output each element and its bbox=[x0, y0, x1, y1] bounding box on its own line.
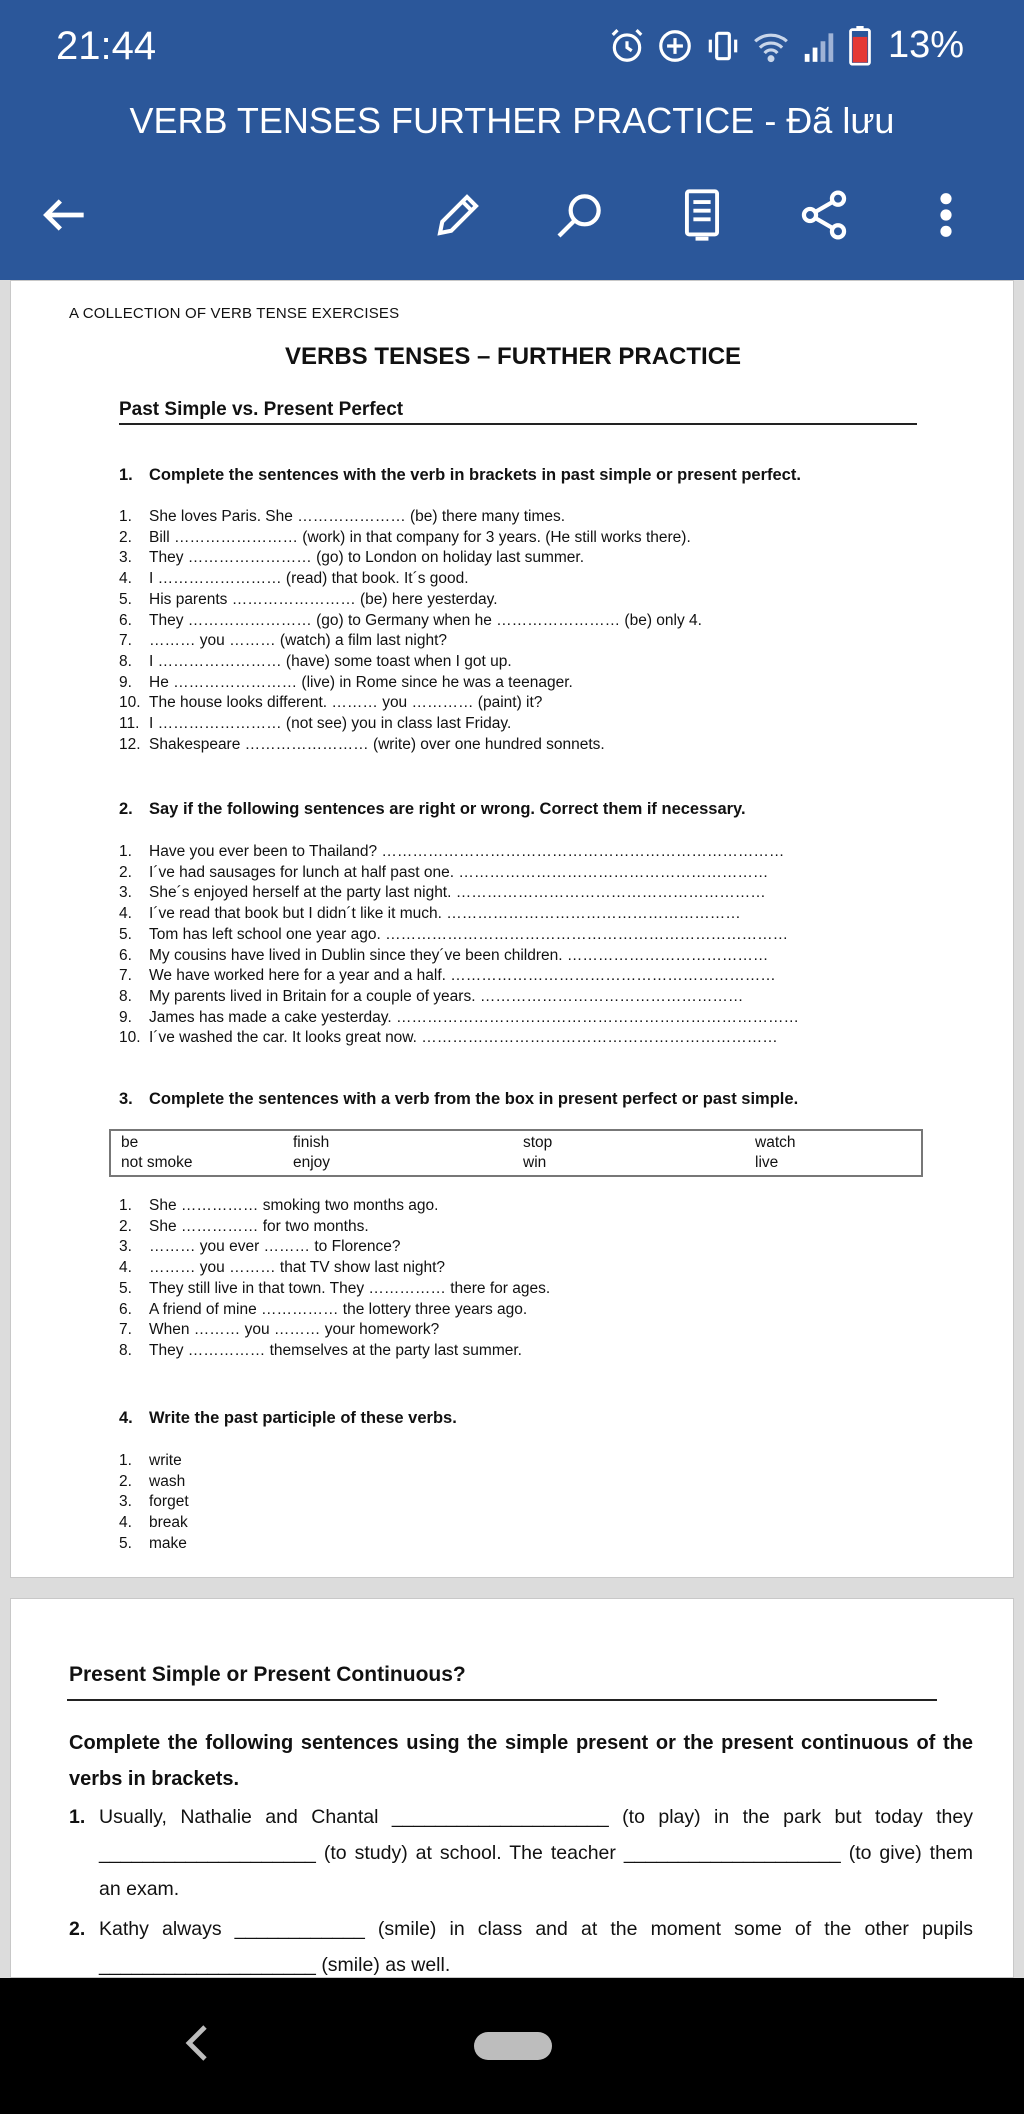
item-number: 7. bbox=[119, 967, 132, 985]
item-text: wash bbox=[149, 1472, 186, 1490]
item-text: ……… you ……… that TV show last night? bbox=[149, 1259, 446, 1277]
list-item bbox=[119, 1451, 879, 1472]
list-item bbox=[119, 904, 879, 925]
nav-back-button[interactable] bbox=[172, 2018, 222, 2068]
list-item bbox=[119, 507, 879, 528]
nav-back-icon bbox=[182, 2023, 212, 2063]
section-title: Present Simple or Present Continuous? bbox=[69, 1663, 466, 1686]
item-number: 7. bbox=[119, 632, 132, 650]
item-text: ……… you ……… (watch) a film last night? bbox=[149, 632, 448, 650]
item-text: Bill …………………… (work) in that company for 3 years. (He still works there). bbox=[149, 528, 691, 546]
item-text: I´ve washed the car. It looks great now. …………………………………………………………… bbox=[149, 1029, 778, 1047]
section-rule bbox=[119, 423, 917, 425]
item-number: 5. bbox=[119, 1534, 132, 1552]
list-item bbox=[119, 1341, 879, 1362]
exercise-3-heading bbox=[119, 1090, 798, 1109]
status-bar bbox=[0, 0, 1024, 96]
list-item bbox=[119, 966, 879, 987]
item-text: break bbox=[149, 1514, 188, 1532]
status-time: 21:44 bbox=[56, 24, 157, 68]
list-item bbox=[119, 569, 879, 590]
nav-home-pill[interactable] bbox=[474, 2032, 552, 2060]
data-saver-icon bbox=[656, 27, 694, 65]
item-number: 1. bbox=[69, 1806, 86, 1828]
item-number: 9. bbox=[119, 673, 132, 691]
word-box-item: finish bbox=[293, 1134, 330, 1151]
item-text: She …………… for two months. bbox=[149, 1217, 369, 1235]
exercise-number: 3. bbox=[119, 1090, 133, 1108]
item-text: He …………………… (live) in Rome since he was a teenager. bbox=[149, 673, 573, 691]
list-item bbox=[119, 673, 879, 694]
exercise-instruction: Complete the sentences with a verb from the box in present perfect or past simple. bbox=[149, 1090, 799, 1108]
app-toolbar bbox=[0, 175, 1024, 265]
item-number: 9. bbox=[119, 1008, 132, 1026]
word-box-item: not smoke bbox=[121, 1154, 193, 1171]
item-number: 2. bbox=[119, 863, 132, 881]
list-item bbox=[119, 1258, 879, 1279]
list-item bbox=[119, 1320, 879, 1341]
item-number: 10. bbox=[119, 1029, 141, 1047]
item-number: 4. bbox=[119, 1259, 132, 1277]
list-item bbox=[119, 1300, 879, 1321]
item-number: 5. bbox=[119, 590, 132, 608]
list-item bbox=[69, 1911, 973, 1978]
item-text: She loves Paris. She ………………… (be) there many times. bbox=[149, 508, 566, 525]
battery-low-icon bbox=[848, 26, 872, 66]
item-text: Kathy always ____________ (smile) in class and at the moment some of the other pupils ____________________ (smile) as well. bbox=[99, 1918, 973, 1976]
item-number: 5. bbox=[119, 925, 132, 943]
list-item bbox=[119, 1237, 879, 1258]
share-icon bbox=[796, 187, 852, 243]
list-item bbox=[119, 528, 879, 549]
status-icons bbox=[608, 24, 964, 67]
search-button[interactable] bbox=[540, 175, 620, 255]
exercise-number: 4. bbox=[119, 1409, 133, 1427]
exercise-instruction: Complete the following sentences using the simple present or the present continuous of the verbs in brackets. bbox=[69, 1732, 973, 1790]
item-text: Have you ever been to Thailand? …………………………………………………………………… bbox=[149, 843, 785, 860]
exercise-number: 1. bbox=[119, 466, 133, 484]
item-number: 2. bbox=[119, 528, 132, 546]
item-text: ……… you ever ……… to Florence? bbox=[149, 1238, 401, 1256]
list-item bbox=[119, 548, 879, 569]
exercise-instruction: Write the past participle of these verbs. bbox=[149, 1409, 457, 1427]
share-button[interactable] bbox=[784, 175, 864, 255]
running-head: A COLLECTION OF VERB TENSE EXERCISES bbox=[69, 305, 400, 322]
item-number: 4. bbox=[119, 905, 132, 923]
list-item bbox=[119, 1217, 879, 1238]
item-text: I …………………… (read) that book. It´s good. bbox=[149, 570, 469, 588]
item-text: I´ve read that book but I didn´t like it much. ………………………………………………… bbox=[149, 905, 741, 923]
back-button[interactable] bbox=[25, 175, 105, 255]
item-number: 6. bbox=[119, 946, 132, 964]
item-text: I …………………… (have) some toast when I got up. bbox=[149, 652, 512, 670]
list-item bbox=[119, 1513, 879, 1534]
exercise-4-heading bbox=[119, 1409, 457, 1428]
more-options-button[interactable] bbox=[906, 175, 986, 255]
app-header bbox=[0, 0, 1024, 280]
reading-mode-icon bbox=[676, 187, 728, 243]
exercise-instruction: Say if the following sentences are right or wrong. Correct them if necessary. bbox=[149, 800, 746, 818]
word-box-item: win bbox=[523, 1154, 547, 1171]
list-item bbox=[119, 1008, 879, 1029]
exercise-4-list bbox=[119, 1451, 879, 1555]
exercise-number: 2. bbox=[119, 800, 133, 818]
item-number: 2. bbox=[69, 1918, 86, 1940]
exercise-3-list bbox=[119, 1196, 879, 1362]
list-item bbox=[119, 925, 879, 946]
list-item bbox=[119, 1028, 879, 1049]
item-text: They still live in that town. They …………… there for ages. bbox=[149, 1279, 551, 1297]
list-item bbox=[119, 1534, 879, 1555]
list-item bbox=[119, 693, 879, 714]
item-number: 1. bbox=[119, 1452, 132, 1469]
item-number: 11. bbox=[119, 715, 140, 733]
item-text: She´s enjoyed herself at the party last night. …………………………………………………… bbox=[149, 884, 766, 902]
system-nav-bar bbox=[0, 1978, 1024, 2114]
list-item bbox=[119, 842, 879, 863]
list-item bbox=[119, 946, 879, 967]
list-item bbox=[119, 1279, 879, 1300]
item-number: 5. bbox=[119, 1279, 132, 1297]
word-box-item: stop bbox=[523, 1134, 553, 1151]
document-title: VERB TENSES FURTHER PRACTICE - Đã lưu bbox=[129, 100, 895, 141]
list-item bbox=[119, 987, 879, 1008]
document-page-1 bbox=[10, 280, 1014, 1578]
item-text: I …………………… (not see) you in class last Friday. bbox=[149, 715, 512, 733]
list-item bbox=[119, 735, 879, 756]
document-page-2 bbox=[10, 1598, 1014, 1978]
exercise-2-heading bbox=[119, 800, 746, 819]
list-item bbox=[119, 590, 879, 611]
signal-icon bbox=[800, 27, 838, 65]
item-text: forget bbox=[149, 1493, 189, 1511]
search-icon bbox=[552, 187, 608, 243]
item-text: His parents …………………… (be) here yesterday. bbox=[149, 590, 498, 608]
word-box-item: watch bbox=[755, 1134, 796, 1151]
item-text: She …………… smoking two months ago. bbox=[149, 1197, 439, 1214]
list-item bbox=[119, 1196, 879, 1217]
item-text: A friend of mine …………… the lottery three years ago. bbox=[149, 1300, 528, 1318]
more-vert-icon bbox=[926, 187, 966, 243]
item-number: 2. bbox=[119, 1472, 132, 1490]
item-number: 8. bbox=[119, 987, 132, 1005]
back-arrow-icon bbox=[37, 187, 93, 243]
item-text: Tom has left school one year ago. …………………………………………………………………… bbox=[149, 925, 789, 943]
item-text: My parents lived in Britain for a couple of years. …………………………………………… bbox=[149, 987, 744, 1005]
item-number: 4. bbox=[119, 1514, 132, 1532]
item-number: 4. bbox=[119, 570, 132, 588]
section-title: Past Simple vs. Present Perfect bbox=[119, 399, 404, 420]
exercise-2-list bbox=[119, 842, 879, 1049]
list-item bbox=[119, 883, 879, 904]
item-text: write bbox=[149, 1452, 182, 1469]
vibrate-icon bbox=[704, 27, 742, 65]
edit-button[interactable] bbox=[418, 175, 498, 255]
item-text: I´ve had sausages for lunch at half past one. …………………………………………………… bbox=[149, 863, 769, 881]
item-text: They …………………… (go) to Germany when he …………………… (be) only 4. bbox=[149, 611, 702, 629]
item-number: 3. bbox=[119, 549, 132, 567]
word-box-item: live bbox=[755, 1154, 779, 1171]
list-item bbox=[119, 631, 879, 652]
list-item bbox=[119, 714, 879, 735]
item-text: They …………… themselves at the party last summer. bbox=[149, 1341, 522, 1359]
list-item bbox=[69, 1799, 973, 1907]
item-number: 12. bbox=[119, 735, 141, 753]
word-box-item: enjoy bbox=[293, 1154, 331, 1171]
item-number: 1. bbox=[119, 843, 132, 860]
item-number: 10. bbox=[119, 694, 141, 712]
item-text: James has made a cake yesterday. …………………………………………………………………… bbox=[149, 1008, 799, 1026]
exercise-1-list bbox=[119, 507, 879, 755]
item-number: 8. bbox=[119, 1341, 132, 1359]
item-number: 1. bbox=[119, 508, 132, 525]
edit-pencil-icon bbox=[431, 188, 485, 242]
list-item bbox=[119, 611, 879, 632]
list-item bbox=[119, 652, 879, 673]
item-number: 3. bbox=[119, 1493, 132, 1511]
wifi-icon bbox=[752, 27, 790, 65]
item-text: make bbox=[149, 1534, 187, 1552]
list-item bbox=[119, 1472, 879, 1493]
item-number: 3. bbox=[119, 1238, 132, 1256]
item-number: 2. bbox=[119, 1217, 132, 1235]
list-item bbox=[119, 1492, 879, 1513]
item-number: 7. bbox=[119, 1321, 132, 1339]
word-box-item: be bbox=[121, 1134, 139, 1151]
battery-percent: 13% bbox=[887, 24, 964, 66]
item-text: They …………………… (go) to London on holiday last summer. bbox=[149, 549, 585, 567]
item-text: Usually, Nathalie and Chantal ____________________ (to play) in the park but today they ____________________ (to study) at school. The teacher ____________________ (to give) them an exam. bbox=[99, 1806, 973, 1900]
item-text: We have worked here for a year and a half. ……………………………………………………… bbox=[149, 967, 776, 985]
item-number: 1. bbox=[119, 1197, 132, 1214]
item-text: Shakespeare …………………… (write) over one hundred sonnets. bbox=[149, 735, 605, 753]
reading-mode-button[interactable] bbox=[662, 175, 742, 255]
list-item bbox=[119, 863, 879, 884]
verb-word-box bbox=[109, 1129, 923, 1177]
item-text: My cousins have lived in Dublin since they´ve been children. ………………………………… bbox=[149, 946, 769, 964]
item-text: The house looks different. ……… you ………… (paint) it? bbox=[149, 694, 543, 712]
exercise-1-heading bbox=[119, 466, 801, 485]
section-rule bbox=[67, 1699, 937, 1701]
page-title: VERBS TENSES – FURTHER PRACTICE bbox=[284, 343, 742, 370]
item-text: When ……… you ……… your homework? bbox=[149, 1321, 440, 1339]
item-number: 6. bbox=[119, 611, 132, 629]
exercise-instruction: Complete the sentences with the verb in brackets in past simple or present perfect. bbox=[149, 466, 801, 484]
item-number: 8. bbox=[119, 652, 132, 670]
item-number: 6. bbox=[119, 1300, 132, 1318]
alarm-icon bbox=[608, 27, 646, 65]
item-number: 3. bbox=[119, 884, 132, 902]
